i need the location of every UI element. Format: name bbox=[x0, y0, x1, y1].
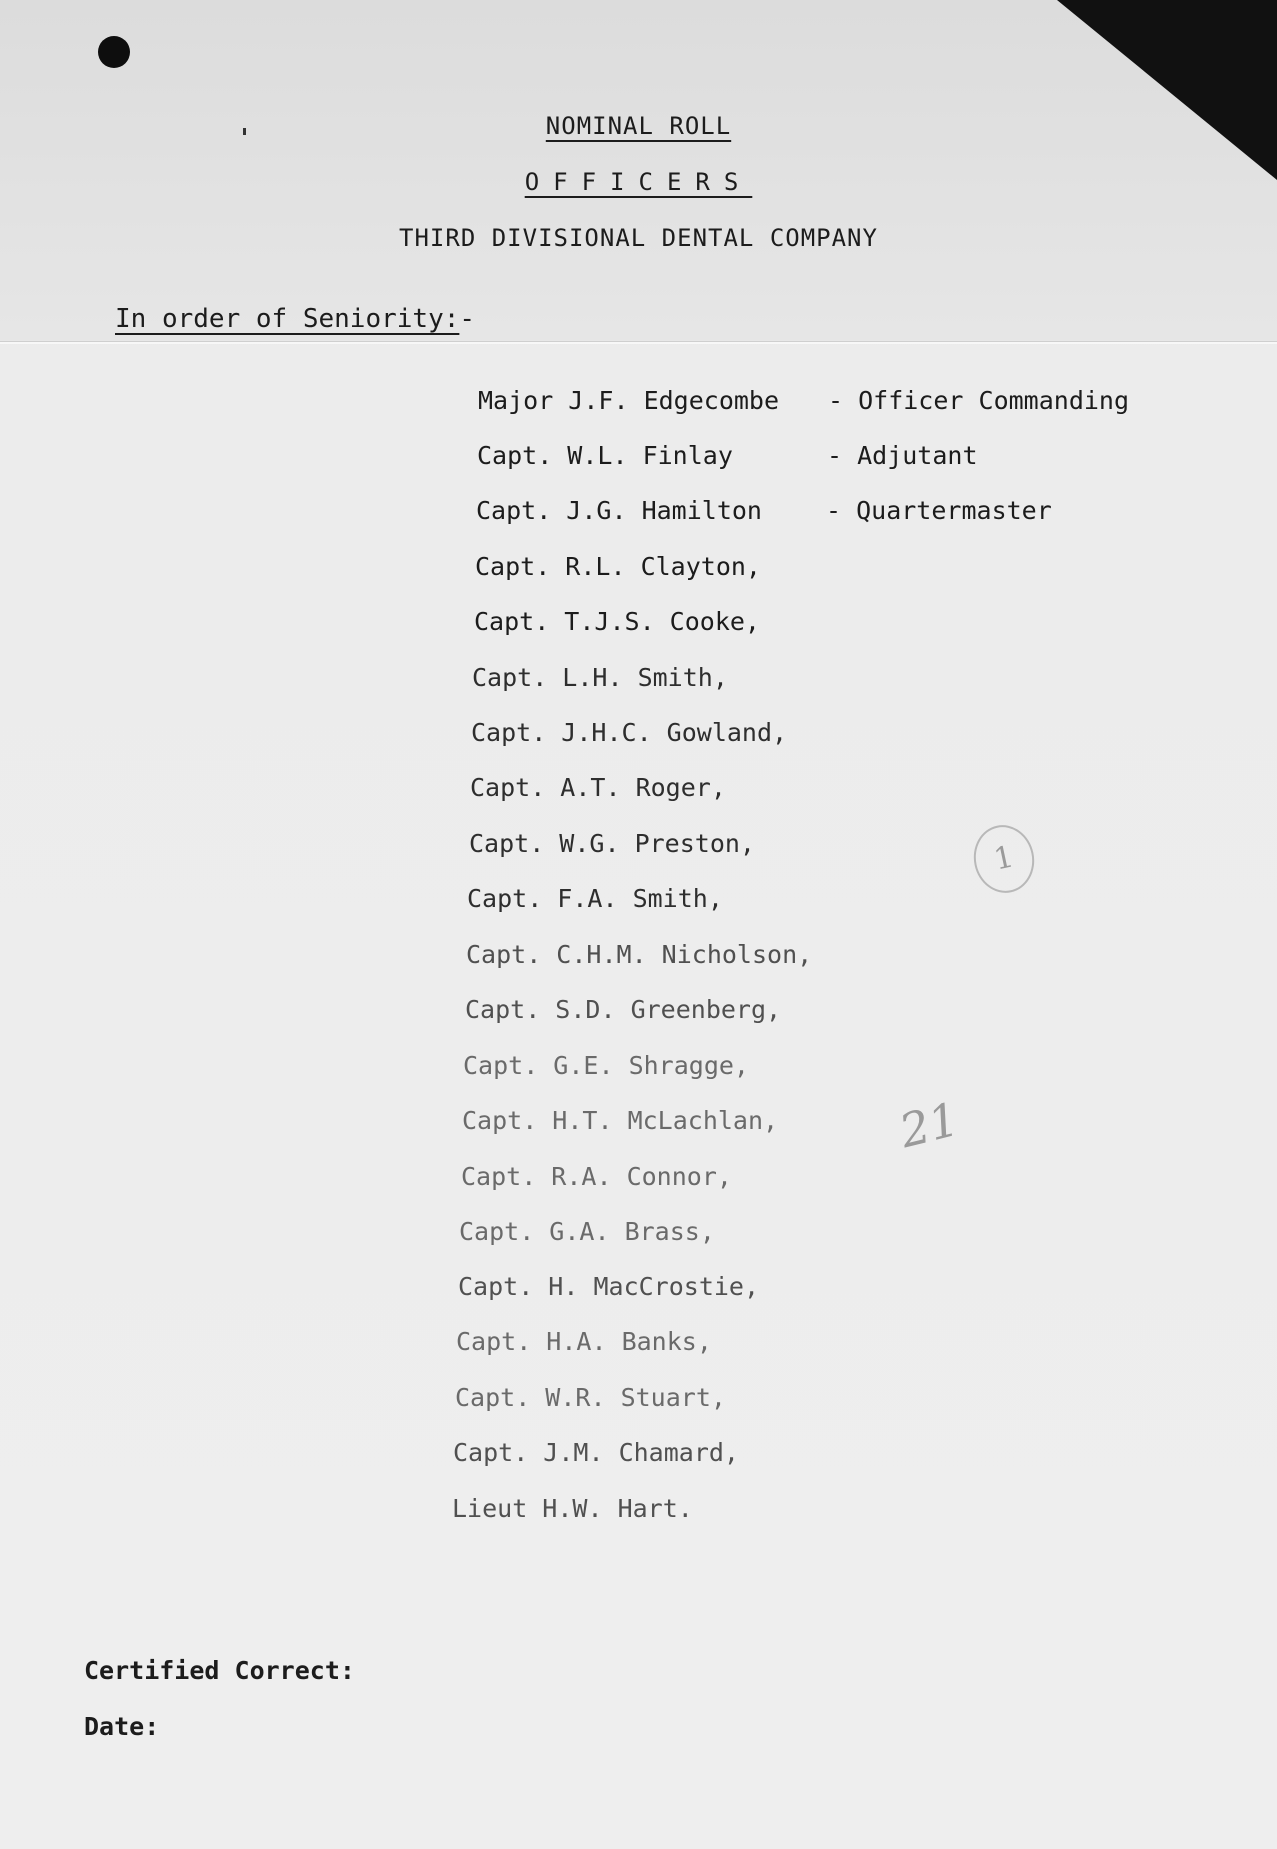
folded-corner bbox=[1057, 0, 1277, 180]
document-title-text: NOMINAL ROLL bbox=[545, 112, 732, 140]
officer-name: Capt. W.G. Preston, bbox=[469, 829, 755, 858]
officer-row bbox=[453, 1438, 739, 1478]
officer-name: Capt. L.H. Smith, bbox=[472, 663, 728, 692]
handwritten-page-number: 1 bbox=[968, 820, 1041, 899]
officer-row bbox=[470, 773, 726, 813]
officer-name: Capt. T.J.S. Cooke, bbox=[474, 607, 760, 636]
officer-name: Capt. J.M. Chamard, bbox=[453, 1438, 739, 1467]
punch-hole bbox=[98, 36, 130, 68]
seniority-suffix: - bbox=[459, 304, 476, 334]
unit-name: THIRD DIVISIONAL DENTAL COMPANY bbox=[399, 224, 878, 252]
officer-row bbox=[455, 1383, 726, 1423]
officer-name: Capt. J.H.C. Gowland, bbox=[471, 718, 788, 747]
fold-line bbox=[0, 342, 1277, 344]
document-subtitle bbox=[0, 168, 1277, 196]
handwritten-count: 21 bbox=[894, 1091, 965, 1159]
seniority-label: In order of Seniority: bbox=[115, 304, 460, 334]
officer-name: Major J.F. Edgecombe bbox=[478, 386, 780, 415]
seniority-heading bbox=[115, 304, 475, 334]
officer-row bbox=[462, 1106, 778, 1146]
officer-row bbox=[452, 1494, 693, 1534]
officer-row bbox=[467, 884, 723, 924]
officer-name: Capt. H.T. McLachlan, bbox=[462, 1106, 779, 1135]
officer-row bbox=[466, 940, 812, 980]
officer-name: Capt. C.H.M. Nicholson, bbox=[466, 940, 813, 969]
officer-row bbox=[463, 1051, 749, 1091]
officer-row bbox=[472, 663, 728, 703]
officer-row bbox=[475, 552, 761, 592]
officer-row bbox=[478, 386, 1130, 426]
officer-row bbox=[459, 1217, 715, 1257]
officer-name: Lieut H.W. Hart. bbox=[452, 1494, 693, 1523]
officer-row bbox=[465, 995, 781, 1035]
document-title bbox=[0, 112, 1277, 140]
officer-role: - Officer Commanding bbox=[828, 386, 1130, 415]
date-label: Date: bbox=[84, 1712, 160, 1741]
officer-name: Capt. G.E. Shragge, bbox=[463, 1051, 749, 1080]
officer-name: Capt. W.R. Stuart, bbox=[455, 1383, 726, 1412]
officer-row bbox=[456, 1327, 712, 1367]
officer-name: Capt. H. MacCrostie, bbox=[458, 1272, 760, 1301]
officer-row bbox=[461, 1162, 732, 1202]
document-subtitle-text: OFFICERS bbox=[524, 168, 753, 196]
officer-name: Capt. F.A. Smith, bbox=[467, 884, 723, 913]
officer-name: Capt. R.A. Connor, bbox=[461, 1162, 732, 1191]
officer-name: Capt. S.D. Greenberg, bbox=[465, 995, 782, 1024]
officer-row bbox=[476, 496, 1052, 536]
officer-name: Capt. W.L. Finlay bbox=[477, 441, 733, 470]
officer-name: Capt. G.A. Brass, bbox=[459, 1217, 715, 1246]
officer-row bbox=[474, 607, 760, 647]
officer-row bbox=[477, 441, 978, 481]
certified-correct-label: Certified Correct: bbox=[84, 1656, 355, 1685]
officer-name: Capt. J.G. Hamilton bbox=[476, 496, 762, 525]
officer-role: - Adjutant bbox=[827, 441, 978, 470]
officer-row bbox=[471, 718, 787, 758]
officer-row bbox=[469, 829, 755, 869]
officer-row bbox=[458, 1272, 759, 1312]
officer-name: Capt. R.L. Clayton, bbox=[475, 552, 761, 581]
officer-name: Capt. H.A. Banks, bbox=[456, 1327, 712, 1356]
officer-name: Capt. A.T. Roger, bbox=[470, 773, 726, 802]
officer-role: - Quartermaster bbox=[826, 496, 1052, 525]
